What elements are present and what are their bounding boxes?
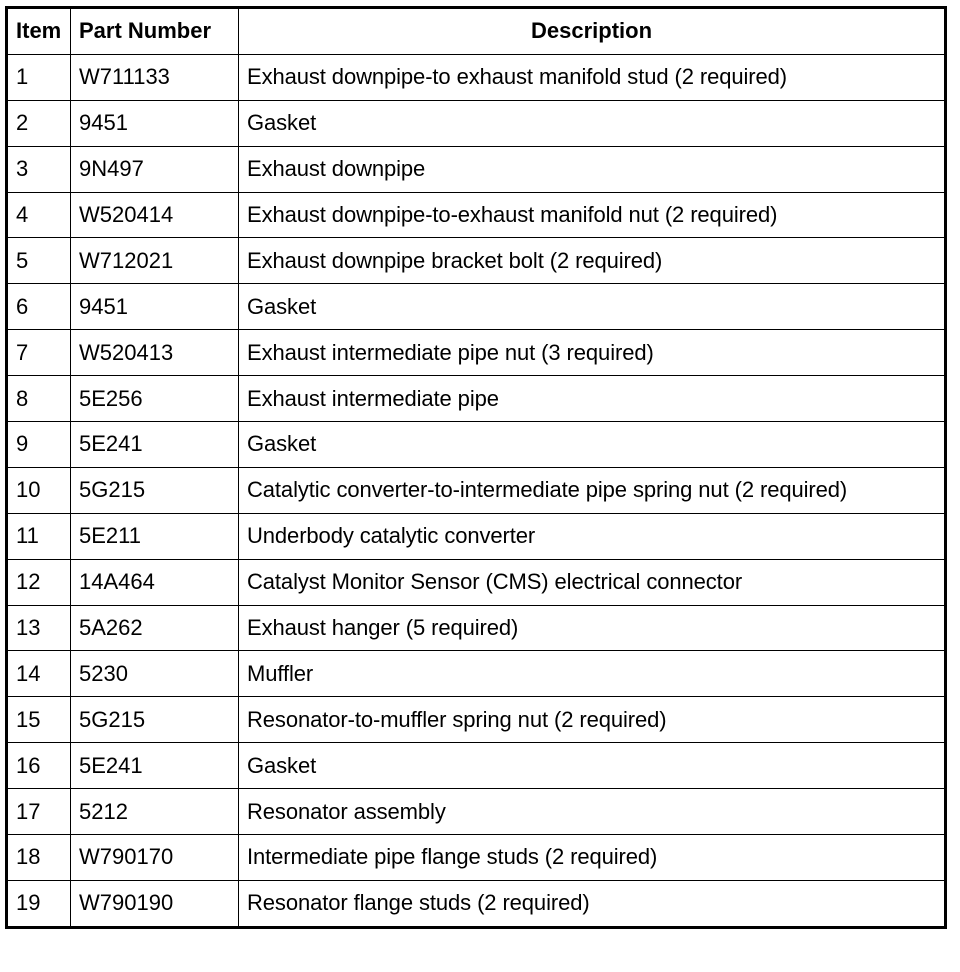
item-cell: 15: [7, 697, 71, 743]
table-row: [7, 284, 946, 330]
description-cell: Gasket: [239, 422, 946, 468]
description-cell: Resonator assembly: [239, 789, 946, 835]
item-cell: 11: [7, 513, 71, 559]
item-cell: 7: [7, 330, 71, 376]
table-row: [7, 697, 946, 743]
part-number-cell: 14A464: [71, 559, 239, 605]
description-cell: Exhaust downpipe: [239, 146, 946, 192]
part-number-cell: 9451: [71, 100, 239, 146]
part-number-cell: 5E211: [71, 513, 239, 559]
part-number-cell: W520414: [71, 192, 239, 238]
part-number-cell: 5E256: [71, 376, 239, 422]
description-cell: Exhaust intermediate pipe nut (3 required): [239, 330, 946, 376]
table-row: [7, 376, 946, 422]
table-row: [7, 238, 946, 284]
part-number-cell: W712021: [71, 238, 239, 284]
table-row: [7, 559, 946, 605]
description-cell: Exhaust downpipe-to-exhaust manifold nut (2 required): [239, 192, 946, 238]
item-cell: 12: [7, 559, 71, 605]
item-cell: 3: [7, 146, 71, 192]
item-cell: 19: [7, 880, 71, 927]
column-header-description: Description: [239, 8, 946, 55]
item-cell: 5: [7, 238, 71, 284]
part-number-cell: 5212: [71, 789, 239, 835]
parts-table-body: [7, 54, 946, 927]
part-number-cell: 9451: [71, 284, 239, 330]
description-cell: Gasket: [239, 284, 946, 330]
description-cell: Underbody catalytic converter: [239, 513, 946, 559]
item-cell: 14: [7, 651, 71, 697]
description-cell: Catalytic converter-to-intermediate pipe spring nut (2 required): [239, 467, 946, 513]
description-cell: Exhaust intermediate pipe: [239, 376, 946, 422]
item-cell: 13: [7, 605, 71, 651]
item-cell: 6: [7, 284, 71, 330]
item-cell: 9: [7, 422, 71, 468]
item-cell: 10: [7, 467, 71, 513]
column-header-part-number: Part Number: [71, 8, 239, 55]
item-cell: 18: [7, 835, 71, 881]
table-row: [7, 880, 946, 927]
item-cell: 1: [7, 54, 71, 100]
item-cell: 2: [7, 100, 71, 146]
description-cell: Resonator-to-muffler spring nut (2 required): [239, 697, 946, 743]
table-row: [7, 835, 946, 881]
parts-table: [5, 6, 947, 929]
description-cell: Resonator flange studs (2 required): [239, 880, 946, 927]
table-row: [7, 513, 946, 559]
table-row: [7, 330, 946, 376]
item-cell: 8: [7, 376, 71, 422]
part-number-cell: 5G215: [71, 467, 239, 513]
part-number-cell: 9N497: [71, 146, 239, 192]
table-row: [7, 789, 946, 835]
table-row: [7, 54, 946, 100]
table-row: [7, 146, 946, 192]
part-number-cell: 5A262: [71, 605, 239, 651]
part-number-cell: 5G215: [71, 697, 239, 743]
item-cell: 16: [7, 743, 71, 789]
description-cell: Exhaust hanger (5 required): [239, 605, 946, 651]
description-cell: Catalyst Monitor Sensor (CMS) electrical connector: [239, 559, 946, 605]
column-header-item: Item: [7, 8, 71, 55]
table-row: [7, 605, 946, 651]
header-row: [7, 8, 946, 55]
description-cell: Muffler: [239, 651, 946, 697]
part-number-cell: W790190: [71, 880, 239, 927]
table-row: [7, 422, 946, 468]
part-number-cell: 5E241: [71, 743, 239, 789]
table-row: [7, 192, 946, 238]
description-cell: Intermediate pipe flange studs (2 required): [239, 835, 946, 881]
part-number-cell: 5E241: [71, 422, 239, 468]
part-number-cell: W790170: [71, 835, 239, 881]
table-row: [7, 100, 946, 146]
description-cell: Exhaust downpipe-to exhaust manifold stud (2 required): [239, 54, 946, 100]
item-cell: 17: [7, 789, 71, 835]
part-number-cell: 5230: [71, 651, 239, 697]
part-number-cell: W711133: [71, 54, 239, 100]
item-cell: 4: [7, 192, 71, 238]
description-cell: Exhaust downpipe bracket bolt (2 required): [239, 238, 946, 284]
description-cell: Gasket: [239, 100, 946, 146]
table-row: [7, 467, 946, 513]
table-row: [7, 743, 946, 789]
description-cell: Gasket: [239, 743, 946, 789]
part-number-cell: W520413: [71, 330, 239, 376]
table-row: [7, 651, 946, 697]
